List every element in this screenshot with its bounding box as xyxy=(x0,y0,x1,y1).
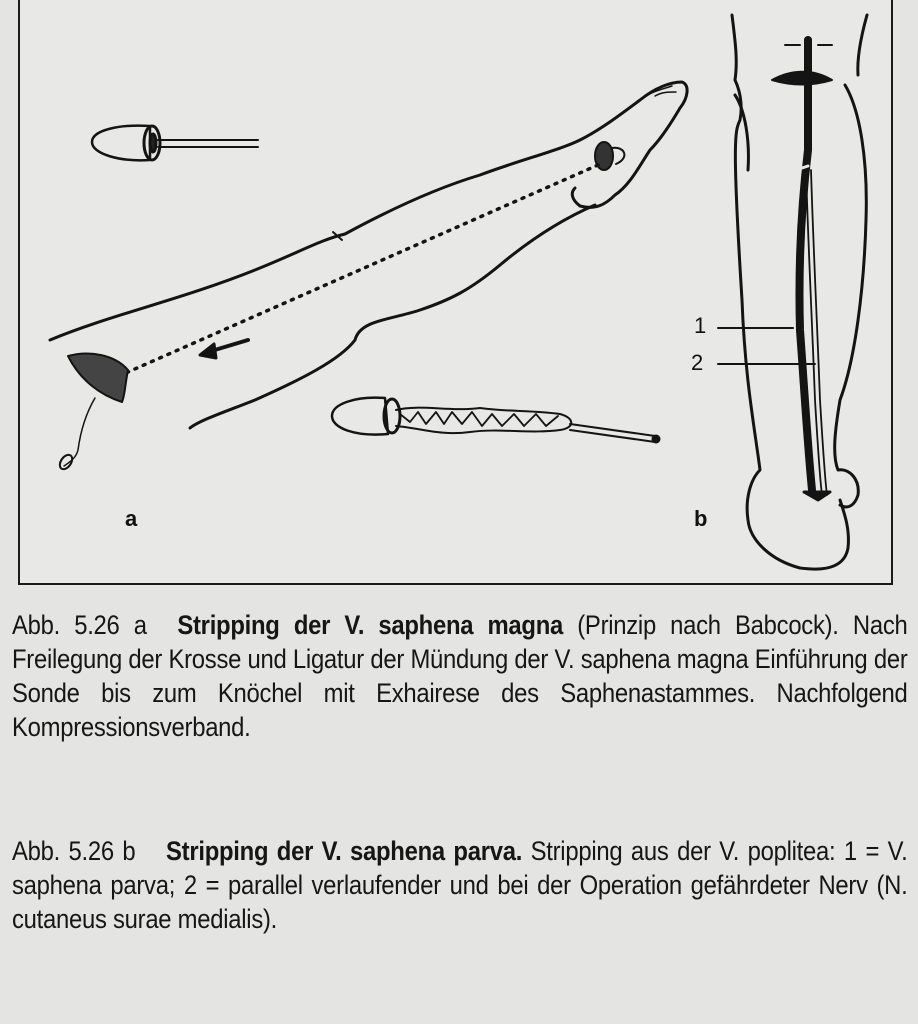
caption-a xyxy=(12,608,908,744)
dotted-probe-path xyxy=(128,165,598,372)
leg-outline-upper xyxy=(50,82,687,340)
caption-a-figure-number: Abb. 5.26 a xyxy=(12,610,147,640)
caption-b-title: Stripping der V. saphena parva. xyxy=(166,836,523,866)
panel-label-a: a xyxy=(125,506,138,531)
stripper-head-icon xyxy=(92,126,258,161)
ligature-icon xyxy=(772,45,832,85)
stripper-with-vein-icon xyxy=(332,398,659,442)
caption-a-text: (Prinzip nach Babcock). Nach Freilegung der Krosse und Ligatur der Mündung der V. saphena magna Einführung der Sonde bis zum Knöchel mit Exhairese des Saphenastammes. Nachfolgend Kompressionsverband. xyxy=(12,610,908,742)
groin-incision-icon xyxy=(57,354,128,472)
callout-1-label: 1 xyxy=(694,313,707,338)
caption-b-text: Stripping aus der V. poplitea: 1 = V. saphena parva; 2 = parallel verlaufender und bei der Operation gefährdeter Nerv (N. cutaneus surae medialis). xyxy=(12,836,908,934)
caption-a-title: Stripping der V. saphena magna xyxy=(177,610,564,640)
caption-b-figure-number: Abb. 5.26 b xyxy=(12,836,136,866)
callout-2-label: 2 xyxy=(691,350,704,375)
caption-b xyxy=(12,834,908,936)
panel-label-b: b xyxy=(694,506,708,531)
